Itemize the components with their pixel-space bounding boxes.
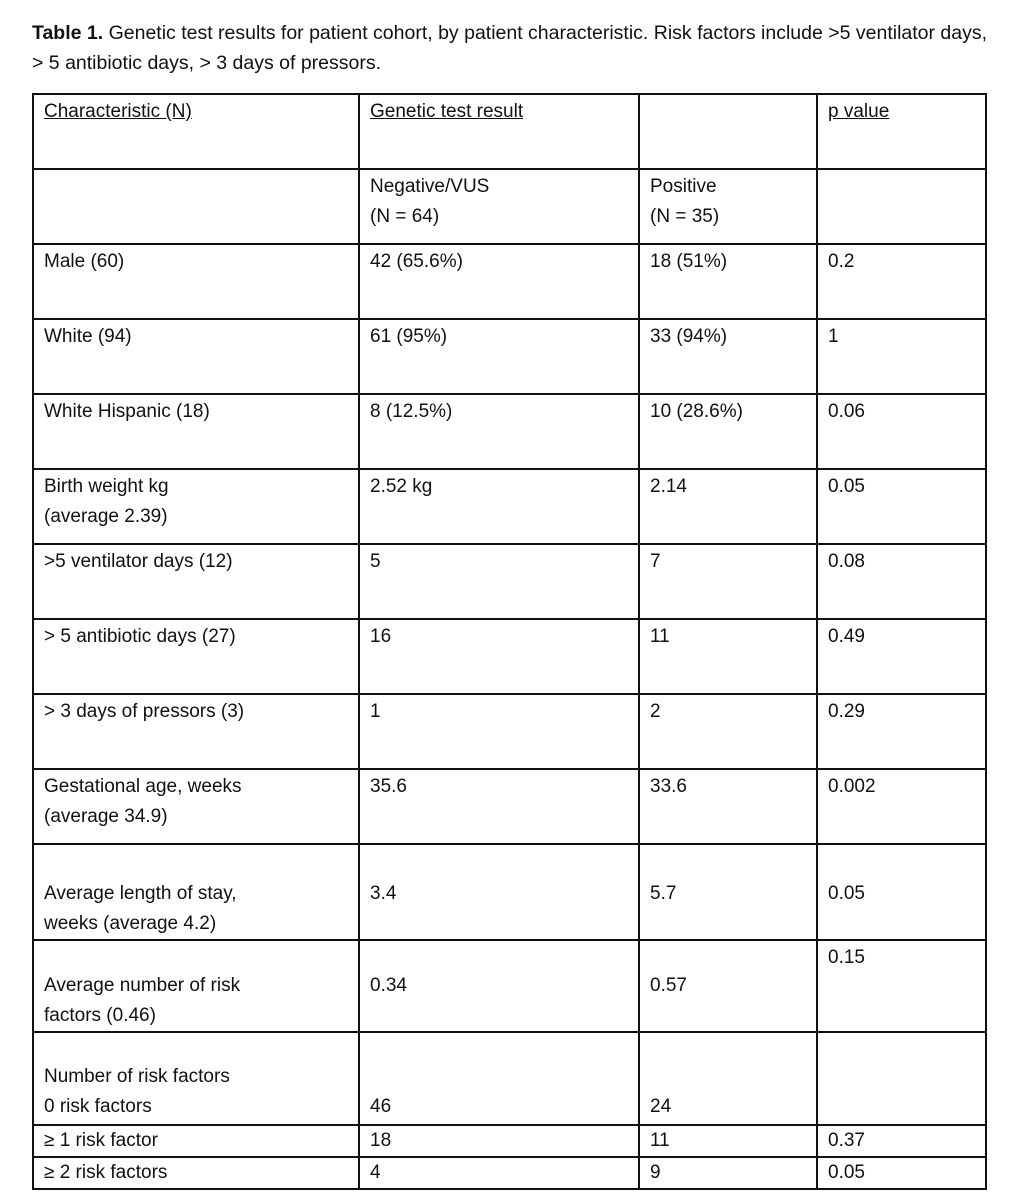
subheader-negative xyxy=(359,169,639,244)
row-negative: 46 xyxy=(359,1032,639,1125)
header-p-value: p value xyxy=(817,94,986,169)
row-positive: 33 (94%) xyxy=(639,319,817,394)
row-p-value: 0.49 xyxy=(817,619,986,694)
table-row xyxy=(33,394,986,469)
row-positive: 9 xyxy=(639,1157,817,1189)
row-label: ≥ 2 risk factors xyxy=(33,1157,359,1189)
row-positive: 33.6 xyxy=(639,769,817,844)
row-negative: 2.52 kg xyxy=(359,469,639,544)
table-row xyxy=(33,319,986,394)
header-row xyxy=(33,94,986,169)
label-line: factors (0.46) xyxy=(44,1005,156,1026)
subheader-positive xyxy=(639,169,817,244)
table-row xyxy=(33,769,986,844)
row-p-value: 1 xyxy=(817,319,986,394)
subheader-empty xyxy=(33,169,359,244)
row-label xyxy=(33,1032,359,1125)
row-positive: 2.14 xyxy=(639,469,817,544)
table-row xyxy=(33,1032,986,1125)
row-label: White (94) xyxy=(33,319,359,394)
label-line: Average length of stay, xyxy=(44,883,237,904)
row-p-value: 0.06 xyxy=(817,394,986,469)
header-characteristic: Characteristic (N) xyxy=(33,94,359,169)
results-table xyxy=(32,93,987,1190)
row-positive: 11 xyxy=(639,619,817,694)
label-line: (average 34.9) xyxy=(44,806,168,827)
row-negative: 18 xyxy=(359,1125,639,1157)
label-line: Birth weight kg xyxy=(44,476,169,497)
row-p-value: 0.002 xyxy=(817,769,986,844)
row-label: White Hispanic (18) xyxy=(33,394,359,469)
label-line: (average 2.39) xyxy=(44,506,168,527)
row-positive: 24 xyxy=(639,1032,817,1125)
row-negative: 3.4 xyxy=(359,844,639,940)
row-p-value: 0.05 xyxy=(817,1157,986,1189)
row-positive: 18 (51%) xyxy=(639,244,817,319)
header-empty xyxy=(639,94,817,169)
row-negative: 35.6 xyxy=(359,769,639,844)
row-label: > 3 days of pressors (3) xyxy=(33,694,359,769)
row-negative: 16 xyxy=(359,619,639,694)
label-line: Gestational age, weeks xyxy=(44,776,242,797)
negative-n: (N = 64) xyxy=(370,206,440,227)
table-row xyxy=(33,844,986,940)
table-row xyxy=(33,1125,986,1157)
row-p-value: 0.2 xyxy=(817,244,986,319)
label-line: 0 risk factors xyxy=(44,1096,152,1117)
label-line: Average number of risk xyxy=(44,975,241,996)
table-caption xyxy=(32,18,992,78)
subheader-row xyxy=(33,169,986,244)
row-positive: 2 xyxy=(639,694,817,769)
caption-label: Table 1. xyxy=(32,22,104,44)
row-negative: 61 (95%) xyxy=(359,319,639,394)
table-row xyxy=(33,619,986,694)
row-p-value xyxy=(817,1032,986,1125)
row-label: >5 ventilator days (12) xyxy=(33,544,359,619)
row-negative: 1 xyxy=(359,694,639,769)
row-label xyxy=(33,940,359,1032)
positive-n: (N = 35) xyxy=(650,206,720,227)
negative-label: Negative/VUS xyxy=(370,176,490,197)
row-label xyxy=(33,469,359,544)
row-p-value: 0.29 xyxy=(817,694,986,769)
row-negative: 0.34 xyxy=(359,940,639,1032)
row-label xyxy=(33,769,359,844)
table-row xyxy=(33,469,986,544)
row-label: ≥ 1 risk factor xyxy=(33,1125,359,1157)
table-row xyxy=(33,694,986,769)
row-positive: 10 (28.6%) xyxy=(639,394,817,469)
row-label: > 5 antibiotic days (27) xyxy=(33,619,359,694)
row-negative: 4 xyxy=(359,1157,639,1189)
row-p-value: 0.05 xyxy=(817,469,986,544)
row-positive: 7 xyxy=(639,544,817,619)
row-label xyxy=(33,844,359,940)
label-line: weeks (average 4.2) xyxy=(44,913,217,934)
table-row xyxy=(33,544,986,619)
row-positive: 11 xyxy=(639,1125,817,1157)
row-negative: 8 (12.5%) xyxy=(359,394,639,469)
positive-label: Positive xyxy=(650,176,717,197)
row-negative: 42 (65.6%) xyxy=(359,244,639,319)
row-p-value: 0.08 xyxy=(817,544,986,619)
header-genetic-result: Genetic test result xyxy=(359,94,639,169)
row-label: Male (60) xyxy=(33,244,359,319)
label-line: Number of risk factors xyxy=(44,1066,230,1087)
table-row xyxy=(33,244,986,319)
row-negative: 5 xyxy=(359,544,639,619)
row-p-value: 0.05 xyxy=(817,844,986,940)
table-row xyxy=(33,940,986,1032)
row-p-value: 0.37 xyxy=(817,1125,986,1157)
subheader-p-empty xyxy=(817,169,986,244)
row-p-value: 0.15 xyxy=(817,940,986,1032)
table-row xyxy=(33,1157,986,1189)
row-positive: 5.7 xyxy=(639,844,817,940)
caption-text: Genetic test results for patient cohort, by patient characteristic. Risk factors include >5 ventilator days, > 5 antibiotic days, > 3 days of pressors. xyxy=(32,22,988,74)
row-positive: 0.57 xyxy=(639,940,817,1032)
